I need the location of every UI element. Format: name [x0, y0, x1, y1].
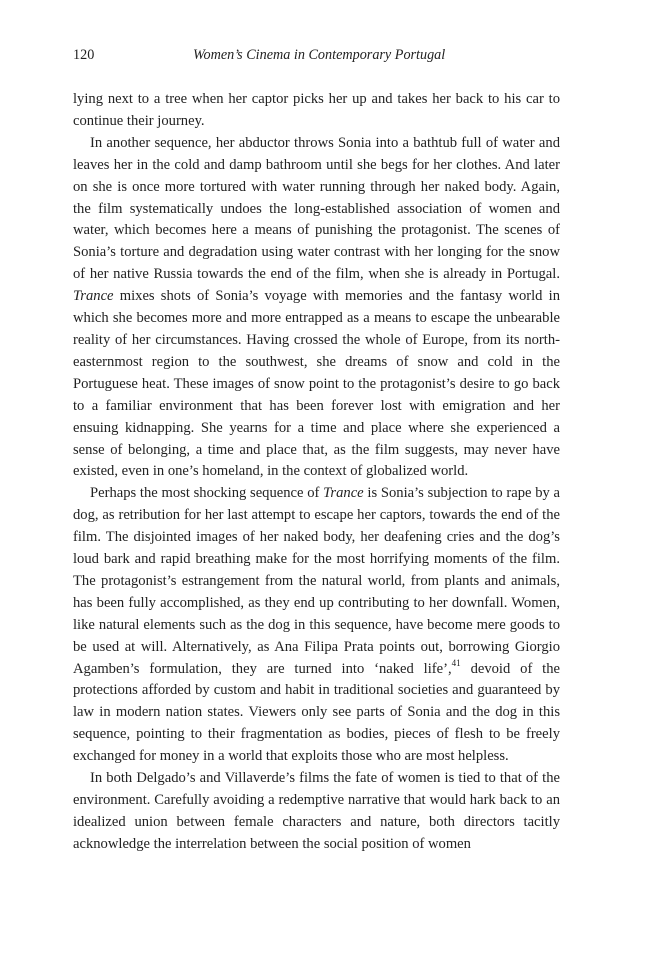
- text-segment: mixes shots of Sonia’s voyage with memories and the fantasy world in which she becomes more and more entrapped as a means to escape the unbearable reality of her circumstances. Having crossed the whole of Europe, from its north-easternmost region to the southwest, she dreams of snow and cold in the Portuguese heat. These images of snow point to the protagonist’s desire to go back to a familiar environment that has been forever lost with emigration and her ensuing kidnapping. She yearns for a time and place where she experienced a sense of belonging, a time and place that, as the film suggests, may never have existed, even in one’s homeland, in the context of globalized world.: [73, 288, 560, 480]
- text-segment: In both Delgado’s and Villaverde’s films the fate of women is tied to that of the environment. Carefully avoiding a redemptive narrative that would hark back to an idealized union between female characters and nature, both directors tacitly acknowledge the interrelation between the social position of women: [73, 770, 560, 852]
- film-title-trance: Trance: [73, 288, 114, 305]
- paragraph-1: [73, 89, 560, 133]
- text-segment: lying next to a tree when her captor picks her up and takes her back to his car to continue their journey.: [73, 91, 560, 129]
- running-header: [73, 44, 559, 66]
- paragraph-3: [73, 483, 560, 768]
- text-segment: is Sonia’s subjection to rape by a dog, as retribution for her last attempt to escape her captors, towards the end of the film. The disjointed images of her naked body, her deafening cries and the dog’s loud bark and rapid breathing make for the most horrifying moments of the film. The protagonist’s estrangement from the natural world, from plants and animals, has been fully accomplished, as they end up contributing to her downfall. Women, like natural elements such as the dog in this sequence, have become mere goods to be used at will. Alternatively, as Ana Filipa Prata points out, borrowing Giorgio Agamben’s formulation, they are turned into ‘naked life’,: [73, 485, 560, 677]
- page-number: 120: [73, 47, 95, 63]
- paragraph-4: [73, 768, 560, 856]
- paragraph-2: [73, 133, 560, 484]
- text-segment: In another sequence, her abductor throws Sonia into a bathtub full of water and leaves her in the cold and damp bathroom until she begs for her clothes. And later on she is once more tortured with water running through her naked body. Again, the film systematically undoes the long-established association of women and water, which becomes here a means of punishing the protagonist. The scenes of Sonia’s torture and degradation using water contrast with her longing for the snow of her native Russia towards the end of the film, when she is already in Portugal.: [73, 134, 560, 283]
- running-title: Women’s Cinema in Contemporary Portugal: [193, 47, 446, 63]
- body-text: [73, 89, 560, 856]
- footnote-ref-41: 41: [451, 657, 461, 668]
- text-segment: devoid of the protections afforded by custom and habit in traditional societies and guaranteed by law in modern nation states. Viewers only see parts of Sonia and the dog in this sequence, pointing to their fragmentation as bodies, pieces of flesh to be freely exchanged for money in a world that exploits those who are most helpless.: [73, 660, 560, 765]
- text-segment: Perhaps the most shocking sequence of: [90, 485, 324, 502]
- film-title-trance: Trance: [323, 485, 364, 502]
